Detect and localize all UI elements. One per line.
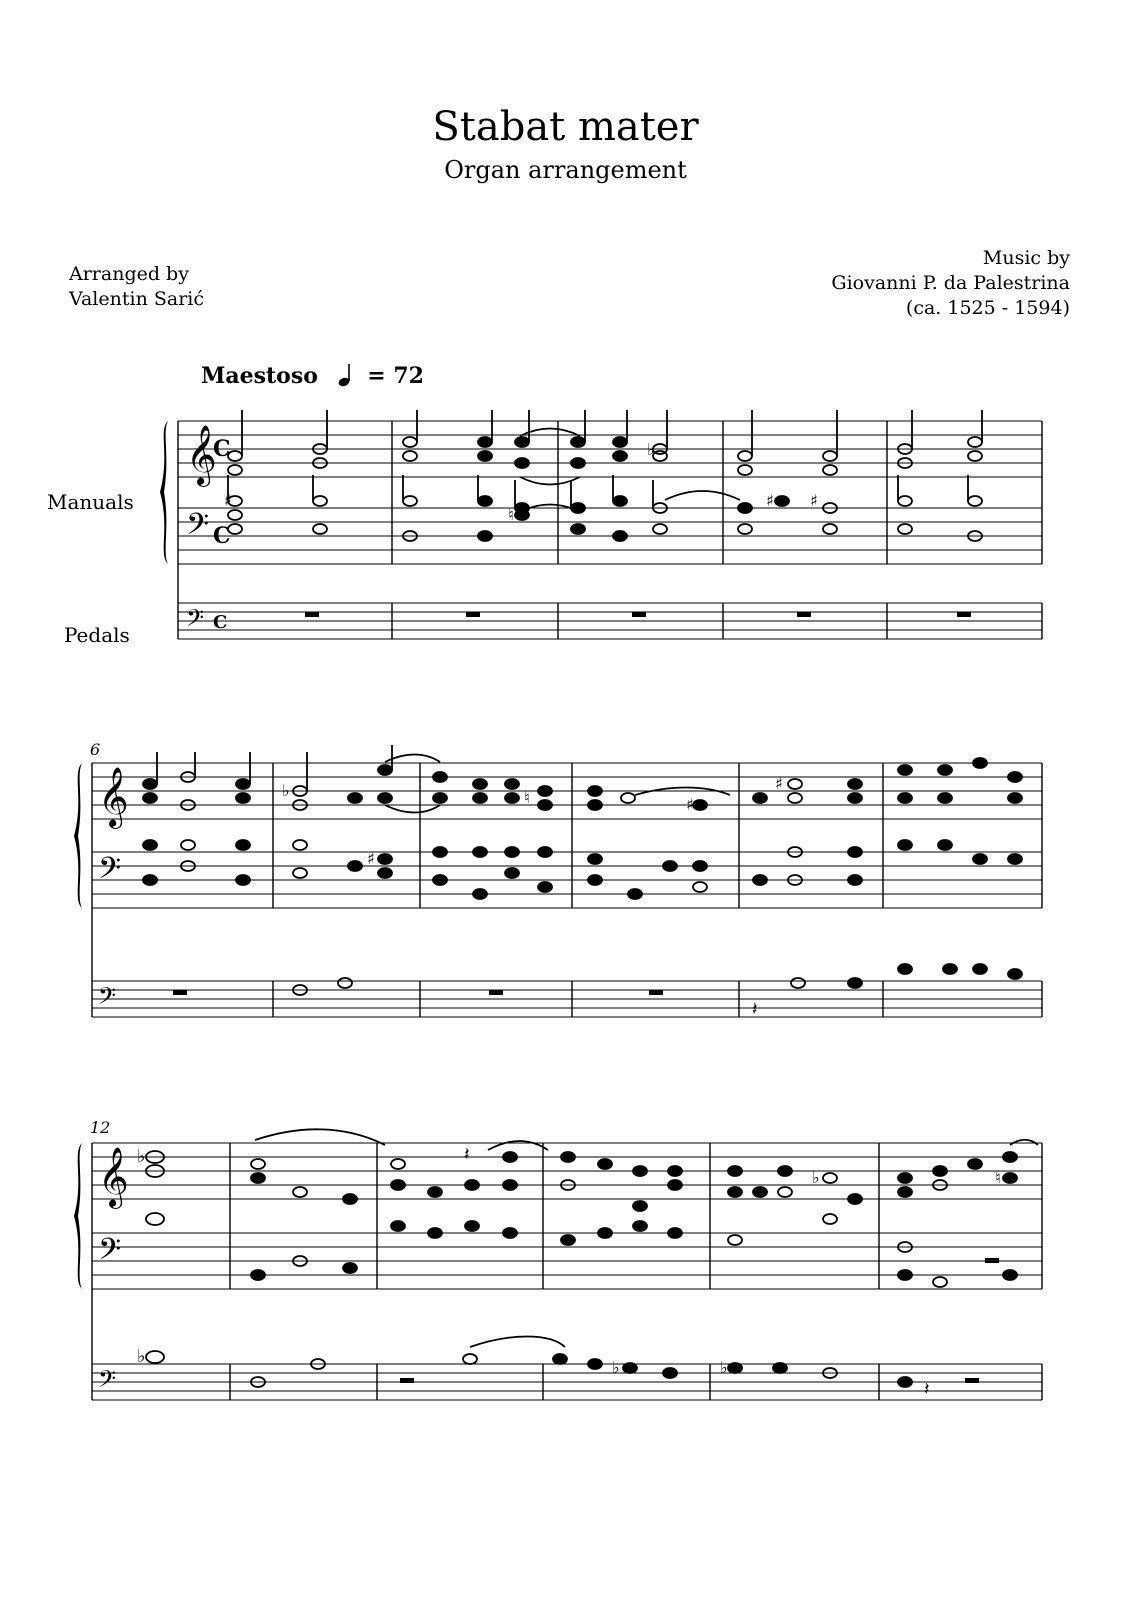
- svg-text:♯: ♯: [766, 491, 774, 510]
- tempo-bpm: = 72: [367, 363, 424, 389]
- system-3: [74, 1129, 1042, 1400]
- bass-staff-lines: [92, 852, 1042, 908]
- svg-text:♯: ♯: [224, 491, 232, 510]
- tempo-word: Maestoso: [201, 363, 318, 389]
- svg-text:♭: ♭: [612, 1358, 620, 1377]
- time-signature-common-pedal: C: [213, 612, 228, 633]
- treble-clef-icon: 𝄞: [98, 767, 129, 827]
- svg-text:𝄽: 𝄽: [464, 1144, 470, 1165]
- pedal-bass-clef-icon: 𝄢: [186, 604, 205, 637]
- measure-number-6: 6: [90, 740, 101, 759]
- pedal-staff-lines: [92, 981, 1042, 1017]
- svg-text:♯: ♯: [686, 795, 694, 814]
- pedals-label: Pedals: [64, 623, 130, 647]
- brace-icon: [160, 421, 168, 564]
- svg-text:♯: ♯: [367, 849, 375, 868]
- notes-system-1: [228, 410, 982, 541]
- system-1: [160, 410, 1042, 639]
- bass-clef-icon: 𝄢: [186, 508, 210, 549]
- treble-clef-icon: 𝄞: [186, 425, 217, 485]
- time-signature-common-bass: C: [213, 523, 231, 549]
- pedal-staff-lines: [178, 603, 1042, 639]
- bass-clef-icon: 𝄢: [98, 1233, 122, 1274]
- pedal-bass-clef-icon: 𝄢: [98, 982, 117, 1015]
- treble-clef-icon: 𝄞: [98, 1147, 129, 1207]
- svg-text:♭: ♭: [812, 1168, 820, 1187]
- svg-text:♭: ♭: [647, 440, 655, 459]
- svg-text:𝄽: 𝄽: [924, 1379, 930, 1400]
- arranger-name: Valentin Sarić: [69, 288, 204, 310]
- pedal-bass-clef-icon: 𝄢: [98, 1365, 117, 1398]
- score-subtitle: Organ arrangement: [444, 156, 687, 184]
- system-2: [74, 745, 1042, 1020]
- rests-system-2: [173, 990, 758, 1020]
- time-signature-common: C: [213, 436, 231, 462]
- brace-icon: [74, 763, 82, 908]
- composer-credit-line: Music by: [982, 247, 1070, 269]
- composer-dates: (ca. 1525 - 1594): [905, 297, 1070, 319]
- svg-text:♯: ♯: [810, 491, 818, 510]
- svg-text:♮: ♮: [508, 505, 514, 524]
- svg-text:♭: ♭: [137, 1346, 146, 1367]
- svg-text:♮: ♮: [524, 788, 530, 807]
- notes-system-3: [146, 1129, 1038, 1387]
- composer-name: Giovanni P. da Palestrina: [831, 272, 1070, 294]
- notes-system-2: [143, 745, 1022, 995]
- arranger-credit-line: Arranged by: [69, 263, 189, 285]
- svg-text:𝄽: 𝄽: [752, 999, 758, 1020]
- svg-text:♮: ♮: [995, 1168, 1001, 1187]
- score-title: Stabat mater: [432, 104, 699, 150]
- manuals-label: Manuals: [47, 490, 134, 514]
- svg-text:♭: ♭: [720, 1358, 728, 1377]
- svg-text:♭: ♭: [137, 1146, 146, 1167]
- svg-text:♭: ♭: [282, 781, 290, 800]
- measure-number-12: 12: [90, 1118, 111, 1137]
- bass-staff-lines: [178, 508, 1042, 564]
- accidentals-system-2: [282, 774, 783, 868]
- svg-text:♯: ♯: [775, 774, 783, 793]
- rests: [305, 612, 971, 617]
- brace-icon: [74, 1143, 82, 1289]
- bass-clef-icon: 𝄢: [98, 852, 122, 893]
